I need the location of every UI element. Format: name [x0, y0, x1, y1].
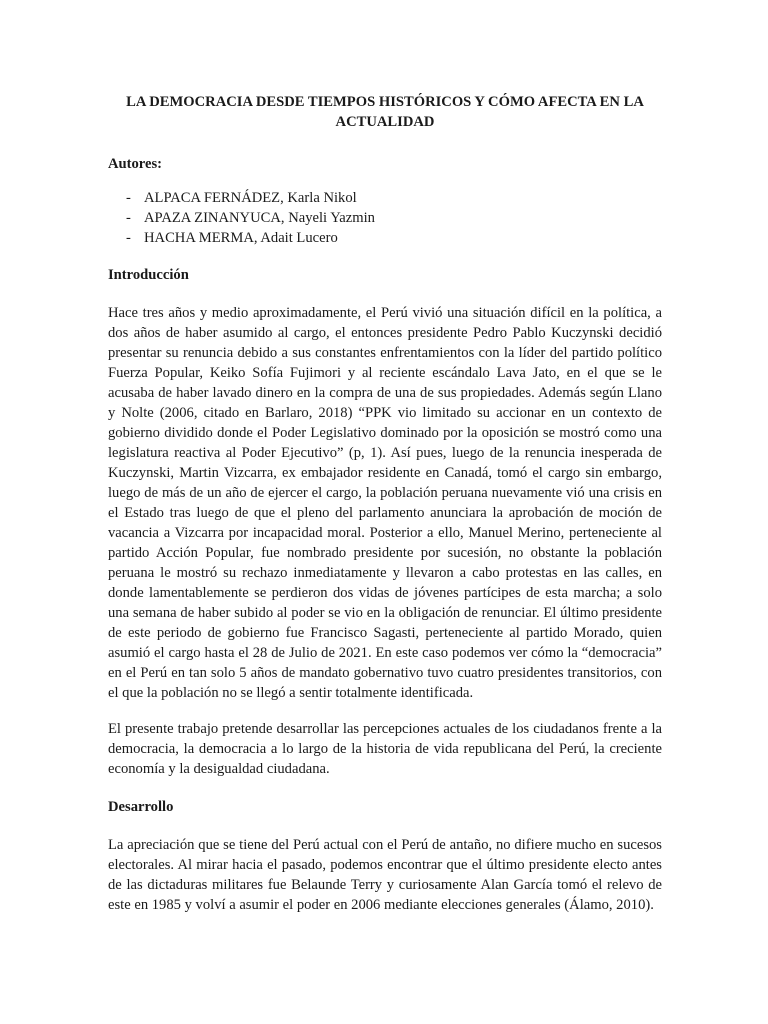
- list-bullet: -: [126, 190, 131, 206]
- intro-paragraph: El presente trabajo pretende desarrollar las percepciones actuales de los ciudadanos frente a la democracia, la democracia a lo largo de la historia de vida republicana del Perú, la creciente economía y la desigualdad ciudadana.: [108, 721, 662, 777]
- list-bullet: -: [126, 230, 131, 246]
- author-item: [108, 208, 662, 228]
- author-name: APAZA ZINANYUCA, Nayeli Yazmin: [144, 210, 375, 226]
- section-heading-introduction: Introducción: [108, 267, 189, 283]
- author-name: ALPACA FERNÁDEZ, Karla Nikol: [144, 190, 357, 206]
- document-title: LA DEMOCRACIA DESDE TIEMPOS HISTÓRICOS Y CÓMO AFECTA EN LA ACTUALIDAD: [126, 94, 644, 130]
- list-bullet: -: [126, 210, 131, 226]
- author-name: HACHA MERMA, Adait Lucero: [144, 230, 338, 246]
- author-item: [108, 228, 662, 248]
- authors-heading: Autores:: [108, 156, 163, 172]
- development-paragraph: La apreciación que se tiene del Perú actual con el Perú de antaño, no difiere mucho en sucesos electorales. Al mirar hacia el pasado, podemos encontrar que el último presidente electo antes de las dictaduras militares fue Belaunde Terry y curiosamente Alan García tomó el relevo de este en 1985 y volví a asumir el poder en 2006 mediante elecciones generales (Álamo, 2010).: [108, 837, 662, 913]
- section-heading-development: Desarrollo: [108, 799, 174, 815]
- author-item: [108, 188, 662, 208]
- intro-paragraph: Hace tres años y medio aproximadamente, el Perú vivió una situación difícil en la política, a dos años de haber asumido al cargo, el entonces presidente Pedro Pablo Kuczynski decidió presentar su renuncia debido a sus constantes enfrentamientos con la líder del partido político Fuerza Popular, Keiko Sofía Fujimori y al reciente escándalo Lava Jato, en el que se le acusaba de haber lavado dinero en la compra de una de sus propiedades. Además según Llano y Nolte (2006, citado en Barlaro, 2018) “PPK vio limitado su accionar en un contexto de gobierno dividido donde el Poder Legislativo dominado por la oposición se mostró como una legislatura reactiva al Poder Ejecutivo” (p, 1). Así pues, luego de la renuncia inesperada de Kuczynski, Martin Vizcarra, ex embajador residente en Canadá, tomó el cargo sin embargo, luego de más de un año de ejercer el cargo, la población peruana nuevamente vió una crisis en el Estado tras luego de que el pleno del parlamento anunciara la aprobación de moción de vacancia a Vizcarra por incapacidad moral. Posterior a ello, Manuel Merino, perteneciente al partido Acción Popular, fue nombrado presidente por sucesión, no obstante la población peruana le mostró su rechazo inmediatamente y llevaron a cabo protestas en las calles, en donde lamentablemente se perdieron dos vidas de jóvenes partícipes de esta marcha; a solo una semana de haber subido al poder se vio en la obligación de renunciar. El último presidente de este periodo de gobierno fue Francisco Sagasti, perteneciente al partido Morado, quien asumió el cargo hasta el 28 de Julio de 2021. En este caso podemos ver cómo la “democracia” en el Perú en tan solo 5 años de mandato gobernativo tuvo cuatro presidentes transitorios, con el que la población no se llegó a sentir totalmente identificada.: [108, 305, 662, 701]
- document-page: [108, 0, 662, 915]
- authors-list: [108, 188, 662, 248]
